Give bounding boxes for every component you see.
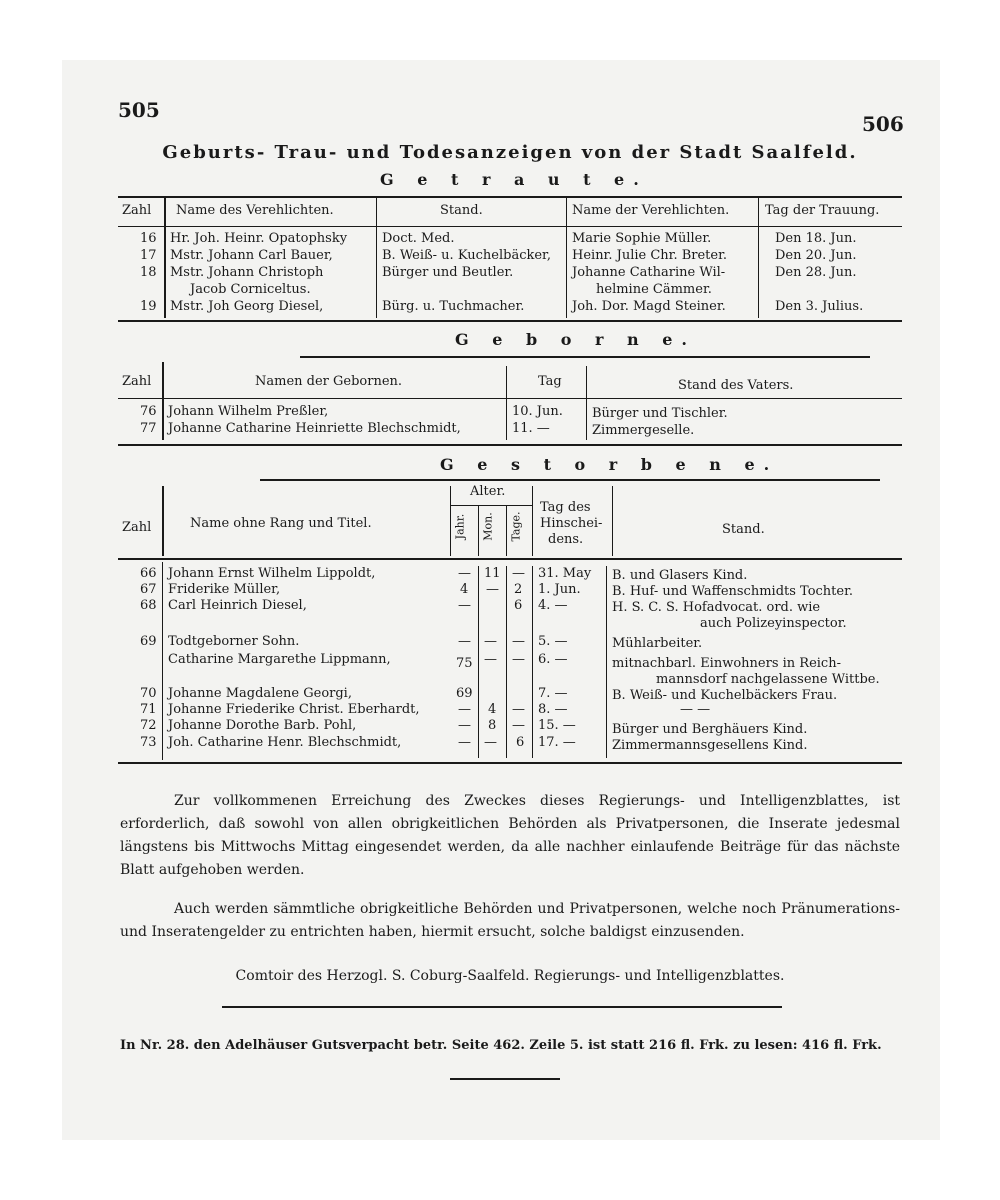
gestorbene-zahl: 69: [140, 634, 157, 649]
header-tag-line2: Hinschei-: [540, 516, 603, 531]
geborne-name: Johanne Catharine Heinriette Blechschmidt,: [168, 421, 461, 436]
getraute-stand: Bürger und Beutler.: [382, 265, 514, 280]
gestorbene-mon: 11: [484, 566, 501, 581]
section-heading-gestorbene: G e s t o r b e n e.: [440, 455, 779, 474]
gestorbene-jahr: 4: [460, 582, 469, 597]
gestorbene-name: Todtgeborner Sohn.: [168, 634, 300, 649]
gestorbene-zahl: 66: [140, 566, 157, 581]
getraute-date: Den 20. Jun.: [775, 248, 857, 263]
getraute-stand: Bürg. u. Tuchmacher.: [382, 299, 525, 314]
gestorbene-stand-line2: mannsdorf nachgelassene Wittbe.: [656, 672, 880, 687]
gestorbene-name: Carl Heinrich Diesel,: [168, 598, 307, 613]
getraute-zahl: 16: [140, 231, 157, 246]
gestorbene-name: Catharine Margarethe Lippmann,: [168, 652, 391, 667]
gestorbene-tage: —: [512, 702, 525, 717]
header-name-groom: Name des Verehlichten.: [176, 203, 334, 218]
gestorbene-stand: mitnachbarl. Einwohners in Reich-: [612, 656, 841, 671]
gestorbene-tage: —: [512, 566, 525, 581]
getraute-bride: Johanne Catharine Wil-: [572, 265, 726, 280]
right-page-number: 506: [862, 112, 904, 136]
header-zahl: Zahl: [122, 203, 152, 218]
gestorbene-name: Johanne Friederike Christ. Eberhardt,: [168, 702, 420, 717]
gestorbene-stand: Mühlarbeiter.: [612, 636, 703, 651]
header-mon: Mon.: [481, 512, 495, 541]
gestorbene-zahl: 67: [140, 582, 157, 597]
gestorbene-jahr: —: [458, 735, 471, 750]
gestorbene-tage: 2: [514, 582, 523, 597]
gestorbene-tag: 17. —: [538, 735, 576, 750]
getraute-stand: Doct. Med.: [382, 231, 455, 246]
gestorbene-mon: 4: [488, 702, 497, 717]
getraute-zahl: 17: [140, 248, 157, 263]
gestorbene-mon: —: [484, 634, 497, 649]
gestorbene-zahl: 72: [140, 718, 157, 733]
gestorbene-stand: Zimmermannsgesellens Kind.: [612, 738, 808, 753]
gestorbene-tage: —: [512, 718, 525, 733]
gestorbene-stand: H. S. C. S. Hofadvocat. ord. wie: [612, 600, 821, 615]
gestorbene-tage: 6: [516, 735, 525, 750]
gestorbene-tag: 5. —: [538, 634, 568, 649]
getraute-bride: Joh. Dor. Magd Steiner.: [572, 299, 726, 314]
header-jahr: Jahr.: [453, 513, 467, 540]
getraute-date: Den 18. Jun.: [775, 231, 857, 246]
gestorbene-name: Friderike Müller,: [168, 582, 281, 597]
section-heading-getraute: G e t r a u t e.: [380, 170, 648, 189]
getraute-groom: Mstr. Joh Georg Diesel,: [170, 299, 324, 314]
gestorbene-stand-line2: auch Polizeyinspector.: [700, 616, 847, 631]
gestorbene-tag: 15. —: [538, 718, 576, 733]
gestorbene-jahr: 69: [456, 686, 473, 701]
gestorbene-tage: —: [512, 634, 525, 649]
getraute-bride-line2: helmine Cämmer.: [596, 282, 712, 297]
geborne-tag: 10. Jun.: [512, 404, 563, 419]
gestorbene-mon: —: [486, 582, 499, 597]
gestorbene-name: Johanne Dorothe Barb. Pohl,: [168, 718, 357, 733]
page-title: Geburts- Trau- und Todesanzeigen von der Stadt Saalfeld.: [162, 142, 858, 163]
header-name-bride: Name der Verehlichten.: [572, 203, 730, 218]
header-tag-line1: Tag des: [540, 500, 591, 515]
gestorbene-zahl: 73: [140, 735, 157, 750]
header-tag: Tag: [538, 374, 562, 389]
gestorbene-stand: — —: [680, 702, 711, 717]
header-name: Namen der Gebornen.: [255, 374, 403, 389]
header-stand: Stand.: [440, 203, 483, 218]
gestorbene-jahr: 75: [456, 656, 473, 671]
gestorbene-name: Joh. Catharine Henr. Blechschmidt,: [168, 735, 402, 750]
gestorbene-stand: Bürger und Berghäuers Kind.: [612, 722, 808, 737]
header-stand-vater: Stand des Vaters.: [678, 378, 794, 393]
gestorbene-tag: 4. —: [538, 598, 568, 613]
gestorbene-tage: 6: [514, 598, 523, 613]
geborne-zahl: 76: [140, 404, 157, 419]
header-stand: Stand.: [722, 522, 765, 537]
gestorbene-name: Johanne Magdalene Georgi,: [168, 686, 352, 701]
gestorbene-tag: 1. Jun.: [538, 582, 581, 597]
gestorbene-tag: 31. May: [538, 566, 592, 581]
gestorbene-jahr: —: [458, 702, 471, 717]
geborne-zahl: 77: [140, 421, 157, 436]
gestorbene-tag: 6. —: [538, 652, 568, 667]
getraute-zahl: 19: [140, 299, 157, 314]
gestorbene-tag: 8. —: [538, 702, 568, 717]
gestorbene-jahr: —: [458, 566, 471, 581]
getraute-groom-line2: Jacob Corniceltus.: [190, 282, 311, 297]
gestorbene-jahr: —: [458, 598, 471, 613]
getraute-groom: Mstr. Johann Carl Bauer,: [170, 248, 333, 263]
gestorbene-mon: 8: [488, 718, 497, 733]
getraute-groom: Mstr. Johann Christoph: [170, 265, 324, 280]
gestorbene-mon: —: [484, 652, 497, 667]
erratum-notice: In Nr. 28. den Adelhäuser Gutsverpacht betr. Seite 462. Zeile 5. ist statt 216 fl. Frk. zu lesen: 416 fl. Frk.: [120, 1038, 882, 1053]
gestorbene-zahl: 70: [140, 686, 157, 701]
publisher-signature: Comtoir des Herzogl. S. Coburg-Saalfeld. Regierungs- und Intelligenzblattes.: [235, 968, 785, 984]
getraute-stand: B. Weiß- u. Kuchelbäcker,: [382, 248, 551, 263]
getraute-bride: Marie Sophie Müller.: [572, 231, 712, 246]
geborne-stand: Bürger und Tischler.: [592, 406, 728, 421]
gestorbene-stand: B. und Glasers Kind.: [612, 568, 748, 583]
notice-paragraph-2: Auch werden sämmtliche obrigkeitliche Behörden und Privatpersonen, welche noch Pränumerations- und Inseratengelder zu entrichten haben, hiermit ersucht, solche baldigst einzusenden.: [120, 901, 900, 940]
header-tage: Tage.: [509, 511, 523, 542]
header-alter: Alter.: [470, 484, 506, 499]
gestorbene-name: Johann Ernst Wilhelm Lippoldt,: [168, 566, 376, 581]
left-page-number: 505: [118, 98, 160, 122]
getraute-groom: Hr. Joh. Heinr. Opatophsky: [170, 231, 348, 246]
header-zahl: Zahl: [122, 520, 152, 535]
gestorbene-zahl: 68: [140, 598, 157, 613]
geborne-tag: 11. —: [512, 421, 550, 436]
gestorbene-stand: B. Weiß- und Kuchelbäckers Frau.: [612, 688, 838, 703]
geborne-name: Johann Wilhelm Preßler,: [168, 404, 329, 419]
header-date: Tag der Trauung.: [765, 203, 880, 218]
notice-paragraph-1: Zur vollkommenen Erreichung des Zweckes dieses Regierungs- und Intelligenzblattes, ist erforderlich, daß sowohl von allen obrigkeitlichen Behörden als Privatpersonen, die Inserate jedesmal längstens bis Mittwochs Mittag eingesendet werden, da alle nachher einlaufende Beiträge für das nächste Blatt aufgehoben werden.: [120, 793, 900, 878]
geborne-stand: Zimmergeselle.: [592, 423, 695, 438]
getraute-date: Den 28. Jun.: [775, 265, 857, 280]
gestorbene-tage: —: [512, 652, 525, 667]
gestorbene-jahr: —: [458, 634, 471, 649]
header-name: Name ohne Rang und Titel.: [190, 516, 372, 531]
getraute-bride: Heinr. Julie Chr. Breter.: [572, 248, 728, 263]
gestorbene-jahr: —: [458, 718, 471, 733]
section-heading-geborne: G e b o r n e.: [455, 330, 696, 349]
gestorbene-mon: —: [484, 735, 497, 750]
gestorbene-stand: B. Huf- und Waffenschmidts Tochter.: [612, 584, 854, 599]
header-zahl: Zahl: [122, 374, 152, 389]
gestorbene-zahl: 71: [140, 702, 157, 717]
getraute-zahl: 18: [140, 265, 157, 280]
gestorbene-tag: 7. —: [538, 686, 568, 701]
header-tag-line3: dens.: [548, 532, 584, 547]
getraute-date: Den 3. Julius.: [775, 299, 864, 314]
